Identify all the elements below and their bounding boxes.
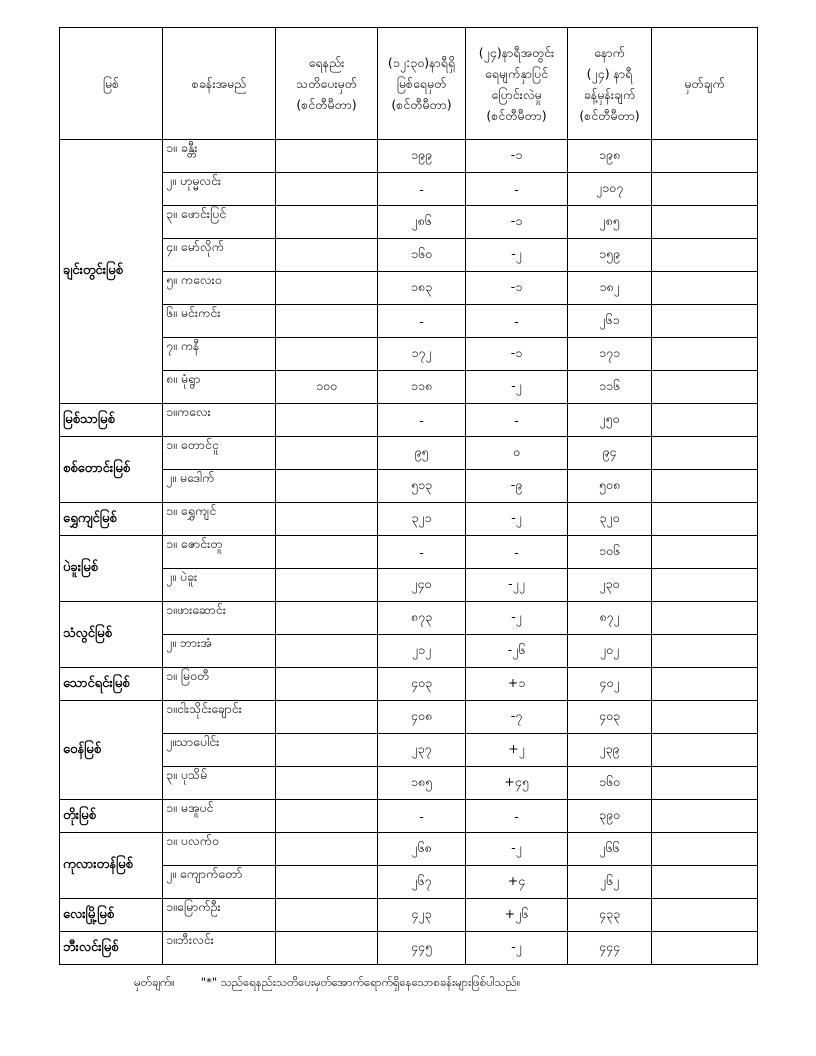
level-change: ၀	[466, 437, 568, 470]
level-change: -၂	[466, 833, 568, 866]
table-row	[60, 866, 758, 899]
level-forecast: ၃၂၀	[568, 503, 652, 536]
level-forecast: ၁၀၆	[568, 536, 652, 569]
remark	[652, 536, 758, 569]
table-row	[60, 140, 758, 173]
water-level: ၂၈၆	[378, 206, 466, 239]
footnote-label: မှတ်ချက်။	[134, 975, 175, 989]
level-forecast: ၂၆၂	[568, 866, 652, 899]
water-level: ၂၆၇	[378, 866, 466, 899]
level-forecast: ၈၇၂	[568, 602, 652, 635]
station-name: ၄။ မော်လိုက်	[163, 239, 276, 272]
level-change: -၁	[466, 206, 568, 239]
remark	[652, 470, 758, 503]
level-change: -၂	[466, 503, 568, 536]
remark	[652, 899, 758, 932]
low-warning-level	[276, 635, 378, 668]
remark	[652, 338, 758, 371]
water-level: ၉၅	[378, 437, 466, 470]
level-change: -၂၂	[466, 569, 568, 602]
remark	[652, 437, 758, 470]
remark	[652, 800, 758, 833]
station-name: ၂။ ကျောက်တော်	[163, 866, 276, 899]
station-name: ၇။ ကနီ	[163, 338, 276, 371]
header-current-level: (၁၂:၃၀)နာရီရှိ မြစ်ရေမှတ် (စင်တီမီတာ)	[378, 28, 466, 140]
table-row	[60, 635, 758, 668]
remark	[652, 140, 758, 173]
water-level: ၁၁၈	[378, 371, 466, 404]
table-row	[60, 536, 758, 569]
river-name: ဝေန်မြစ်	[60, 701, 163, 800]
level-change: -၂	[466, 932, 568, 965]
level-forecast: ၃၉၀	[568, 800, 652, 833]
footnote-text: "*" သည်ရေနည်းသတိပေးမှတ်အောက်ရောက်ရှိနေသောစခန်းများဖြစ်ပါသည်။	[200, 975, 521, 989]
station-name: ၁။ ရွှေကျင်	[163, 503, 276, 536]
water-level: -	[378, 305, 466, 338]
level-forecast: ၂၆၆	[568, 833, 652, 866]
water-level: ၁၆၀	[378, 239, 466, 272]
station-name: ၁။ဖားဆောင်း	[163, 602, 276, 635]
river-name: ချင်းတွင်းမြစ်	[60, 140, 163, 404]
station-name: ၁။ ဇောင်းတူ	[163, 536, 276, 569]
river-name: ဘီးလင်းမြစ်	[60, 932, 163, 965]
header-24h-change: (၂၄)နာရီအတွင်း ရေမျက်နှာပြင် ပြောင်းလဲမှု (စင်တီမီတာ)	[466, 28, 568, 140]
low-warning-level	[276, 569, 378, 602]
level-forecast: ၁၇၁	[568, 338, 652, 371]
low-warning-level	[276, 173, 378, 206]
low-warning-level	[276, 503, 378, 536]
river-name: မြစ်သာမြစ်	[60, 404, 163, 437]
level-forecast: ၂၆၁	[568, 305, 652, 338]
level-change: +၄	[466, 866, 568, 899]
level-forecast: ၄၀၂	[568, 668, 652, 701]
remark	[652, 635, 758, 668]
low-warning-level	[276, 866, 378, 899]
water-level: -	[378, 800, 466, 833]
level-change: +၁	[466, 668, 568, 701]
table-row	[60, 338, 758, 371]
table-row	[60, 305, 758, 338]
level-forecast: ၁၉၈	[568, 140, 652, 173]
station-name: ၁။ငါးသိုင်းချောင်း	[163, 701, 276, 734]
remark	[652, 569, 758, 602]
low-warning-level	[276, 734, 378, 767]
level-change: +၄၅	[466, 767, 568, 800]
level-change: -၁	[466, 338, 568, 371]
low-warning-level	[276, 602, 378, 635]
remark	[652, 371, 758, 404]
level-forecast: ၁၆၀	[568, 767, 652, 800]
level-change: -	[466, 800, 568, 833]
station-name: ၁။ တောင်ငူ	[163, 437, 276, 470]
water-level: ၄၀၃	[378, 668, 466, 701]
level-forecast: ၂၀၂	[568, 635, 652, 668]
table-row	[60, 272, 758, 305]
level-change: +၂	[466, 734, 568, 767]
low-warning-level	[276, 140, 378, 173]
table-row	[60, 404, 758, 437]
low-warning-level	[276, 536, 378, 569]
station-name: ၅။ ကလေးဝ	[163, 272, 276, 305]
level-change: -၁	[466, 272, 568, 305]
water-level: ၂၆၈	[378, 833, 466, 866]
station-name: ၂။ မဒေါက်	[163, 470, 276, 503]
station-name: ၁။မြောက်ဦး	[163, 899, 276, 932]
water-level: ၂၄၀	[378, 569, 466, 602]
station-name: ၂။သာပေါင်း	[163, 734, 276, 767]
remark	[652, 239, 758, 272]
remark	[652, 305, 758, 338]
river-name: တိုးမြစ်	[60, 800, 163, 833]
river-name: ကုလားတန်မြစ်	[60, 833, 163, 899]
river-name: စစ်တောင်းမြစ်	[60, 437, 163, 503]
water-level: ၂၃၇	[378, 734, 466, 767]
remark	[652, 272, 758, 305]
table-row	[60, 899, 758, 932]
table-row	[60, 833, 758, 866]
level-forecast: ၁၅၉	[568, 239, 652, 272]
table-row	[60, 503, 758, 536]
river-name: လေးမြို့မြစ်	[60, 899, 163, 932]
low-warning-level	[276, 239, 378, 272]
water-level: ၈၇၃	[378, 602, 466, 635]
level-change: -၉	[466, 470, 568, 503]
low-warning-level	[276, 833, 378, 866]
low-warning-level	[276, 206, 378, 239]
level-forecast: ၂၅၀	[568, 404, 652, 437]
level-forecast: ၄၀၃	[568, 701, 652, 734]
level-forecast: ၄၄၄	[568, 932, 652, 965]
table-row	[60, 668, 758, 701]
station-name: ၈။ မုံရွာ	[163, 371, 276, 404]
remark	[652, 833, 758, 866]
level-forecast: ၄၃၃	[568, 899, 652, 932]
level-change: -၇	[466, 701, 568, 734]
station-name: ၁။ ပလက်ဝ	[163, 833, 276, 866]
river-name: ရွှေကျင်မြစ်	[60, 503, 163, 536]
river-name: ပဲခူးမြစ်	[60, 536, 163, 602]
table-row	[60, 437, 758, 470]
water-level: -	[378, 536, 466, 569]
level-change: -၂	[466, 602, 568, 635]
low-warning-level: ၁၀၀	[276, 371, 378, 404]
remark	[652, 701, 758, 734]
river-name: သောင်ရင်းမြစ်	[60, 668, 163, 701]
river-level-table	[59, 27, 758, 965]
station-name: ၁။ မအူပင်	[163, 800, 276, 833]
footnote	[134, 975, 520, 992]
table-row	[60, 734, 758, 767]
station-name: ၂။ ဘားအံ	[163, 635, 276, 668]
header-remarks: မှတ်ချက်	[652, 28, 758, 140]
level-change: +၂၆	[466, 899, 568, 932]
low-warning-level	[276, 305, 378, 338]
water-level: ၁၈၅	[378, 767, 466, 800]
station-name: ၆။ မင်းကင်း	[163, 305, 276, 338]
water-level: ၁၈၃	[378, 272, 466, 305]
table-row	[60, 470, 758, 503]
remark	[652, 734, 758, 767]
table-body	[60, 140, 758, 965]
level-forecast: ၂၁၀၇	[568, 173, 652, 206]
low-warning-level	[276, 932, 378, 965]
table-row	[60, 800, 758, 833]
low-warning-level	[276, 437, 378, 470]
table-row	[60, 239, 758, 272]
station-name: ၂။ ဟုမ္မလင်း	[163, 173, 276, 206]
level-change: -	[466, 173, 568, 206]
remark	[652, 602, 758, 635]
table-row	[60, 602, 758, 635]
station-name: ၁။ဘီးလင်း	[163, 932, 276, 965]
water-level: -	[378, 404, 466, 437]
header-river: မြစ်	[60, 28, 163, 140]
low-warning-level	[276, 272, 378, 305]
remark	[652, 668, 758, 701]
table-row	[60, 173, 758, 206]
low-warning-level	[276, 800, 378, 833]
water-level: ၃၂၁	[378, 503, 466, 536]
water-level: ၄၄၅	[378, 932, 466, 965]
table-row	[60, 371, 758, 404]
remark	[652, 173, 758, 206]
station-name: ၁။ ခန္တီး	[163, 140, 276, 173]
remark	[652, 866, 758, 899]
header-station: စခန်းအမည်	[163, 28, 276, 140]
water-level: ၄၂၃	[378, 899, 466, 932]
station-name: ၂။ ပဲခူး	[163, 569, 276, 602]
level-change: -	[466, 305, 568, 338]
level-change: -၁	[466, 140, 568, 173]
low-warning-level	[276, 338, 378, 371]
remark	[652, 404, 758, 437]
station-name: ၃။ ဖောင်းပြင်	[163, 206, 276, 239]
station-name: ၃။ ပုသိမ်	[163, 767, 276, 800]
low-warning-level	[276, 668, 378, 701]
level-forecast: ၂၃၉	[568, 734, 652, 767]
low-warning-level	[276, 470, 378, 503]
header-24h-forecast: နောက် (၂၄) နာရီ ခန့်မှန်းချက် (စင်တီမီတာ)	[568, 28, 652, 140]
level-change: -	[466, 404, 568, 437]
table-row	[60, 569, 758, 602]
level-forecast: ၅၀၈	[568, 470, 652, 503]
level-forecast: ၉၄	[568, 437, 652, 470]
level-change: -၂၆	[466, 635, 568, 668]
header-row	[60, 28, 758, 140]
water-level: ၄၀၈	[378, 701, 466, 734]
table-row	[60, 701, 758, 734]
remark	[652, 206, 758, 239]
low-warning-level	[276, 767, 378, 800]
water-level: ၂၁၂	[378, 635, 466, 668]
station-name: ၁။ မြဝတီ	[163, 668, 276, 701]
table-row	[60, 932, 758, 965]
water-level: -	[378, 173, 466, 206]
level-forecast: ၂၃၀	[568, 569, 652, 602]
remark	[652, 503, 758, 536]
table-row	[60, 767, 758, 800]
table-row	[60, 206, 758, 239]
low-warning-level	[276, 404, 378, 437]
water-level: ၁၉၉	[378, 140, 466, 173]
level-change: -၂	[466, 371, 568, 404]
river-name: သံလွင်မြစ်	[60, 602, 163, 668]
level-forecast: ၁၁၆	[568, 371, 652, 404]
low-warning-level	[276, 701, 378, 734]
remark	[652, 767, 758, 800]
level-change: -၂	[466, 239, 568, 272]
low-warning-level	[276, 899, 378, 932]
level-forecast: ၂၈၅	[568, 206, 652, 239]
station-name: ၁။ကလေး	[163, 404, 276, 437]
level-change: -	[466, 536, 568, 569]
water-level: ၅၁၃	[378, 470, 466, 503]
remark	[652, 932, 758, 965]
level-forecast: ၁၈၂	[568, 272, 652, 305]
water-level: ၁၇၂	[378, 338, 466, 371]
header-low-warning-level: ရေနည်း သတိပေးမှတ် (စင်တီမီတာ)	[276, 28, 378, 140]
